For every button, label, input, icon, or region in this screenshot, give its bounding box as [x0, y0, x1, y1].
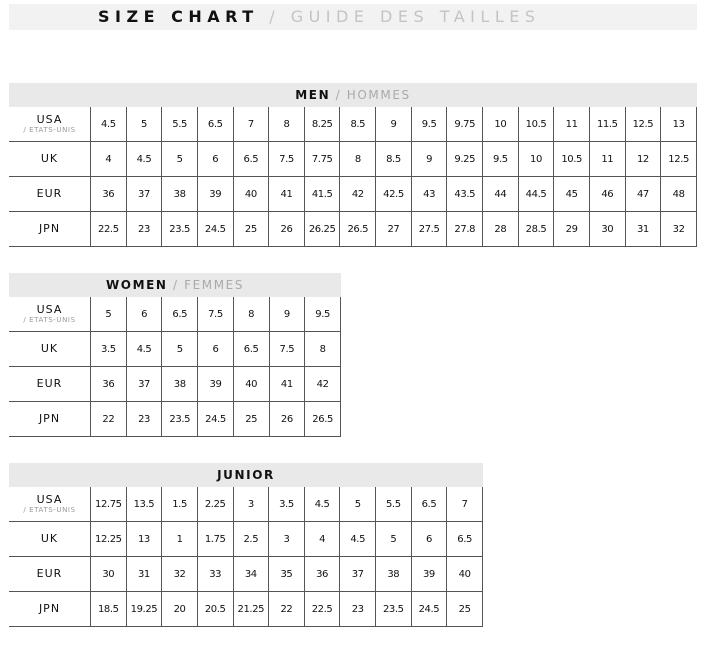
size-cell: 7.5 [269, 332, 305, 367]
table-row [9, 522, 483, 557]
row-label [9, 297, 91, 332]
size-cell: 44.5 [518, 177, 554, 212]
size-cell: 31 [625, 212, 661, 247]
size-cell: 8.5 [340, 107, 376, 142]
size-cell: 26 [269, 212, 305, 247]
size-cell: 9.5 [305, 297, 341, 332]
title-main: SIZE CHART [98, 7, 259, 26]
size-cell: 3.5 [91, 332, 127, 367]
size-cell: 12.75 [91, 487, 127, 522]
size-cell: 28 [483, 212, 519, 247]
junior-section-header [9, 463, 483, 487]
size-cell: 3 [269, 522, 305, 557]
size-cell: 35 [269, 557, 305, 592]
size-cell: 25 [447, 592, 483, 627]
title-sub: GUIDE DES TAILLES [290, 7, 541, 26]
size-cell: 47 [625, 177, 661, 212]
size-cell: 39 [198, 367, 234, 402]
size-cell: 37 [126, 367, 162, 402]
size-cell: 7.5 [269, 142, 305, 177]
size-cell: 42 [305, 367, 341, 402]
size-cell: 5.5 [376, 487, 412, 522]
row-label-text: JPN [38, 602, 61, 615]
size-cell: 12.5 [661, 142, 697, 177]
page-title [9, 4, 697, 30]
size-cell: 27.8 [447, 212, 483, 247]
men-header-sub: HOMMES [346, 88, 411, 102]
size-cell: 6 [126, 297, 162, 332]
men-size-table [9, 107, 697, 247]
size-cell: 8 [305, 332, 341, 367]
size-cell: 6.5 [233, 332, 269, 367]
row-label-text: JPN [38, 222, 61, 235]
row-label-text: UK [40, 152, 59, 165]
table-row [9, 592, 483, 627]
size-cell: 22.5 [91, 212, 127, 247]
table-row [9, 367, 341, 402]
size-cell: 24.5 [197, 212, 233, 247]
size-cell: 36 [91, 367, 127, 402]
table-row [9, 107, 697, 142]
size-cell: 36 [91, 177, 127, 212]
size-cell: 26 [269, 402, 305, 437]
size-cell: 2.5 [233, 522, 269, 557]
size-cell: 6.5 [197, 107, 233, 142]
size-cell: 24.5 [198, 402, 234, 437]
size-cell: 12 [625, 142, 661, 177]
size-cell: 8 [340, 142, 376, 177]
size-cell: 23 [340, 592, 376, 627]
men-section-header [9, 83, 697, 107]
size-cell: 4.5 [340, 522, 376, 557]
row-label-text: USA [36, 112, 63, 126]
row-label-text: EUR [36, 187, 63, 200]
size-cell: 38 [162, 367, 198, 402]
size-cell: 11 [554, 107, 590, 142]
size-cell: 27.5 [411, 212, 447, 247]
size-cell: 10.5 [518, 107, 554, 142]
size-cell: 5 [162, 332, 198, 367]
size-cell: 37 [126, 177, 162, 212]
title-separator: / [269, 7, 281, 26]
size-cell: 13 [661, 107, 697, 142]
size-cell: 36 [304, 557, 340, 592]
women-size-table [9, 297, 341, 437]
row-label [9, 592, 91, 627]
size-cell: 7.5 [198, 297, 234, 332]
size-cell: 22 [91, 402, 127, 437]
table-row [9, 177, 697, 212]
size-cell: 4 [304, 522, 340, 557]
size-cell: 4 [91, 142, 127, 177]
size-cell: 4.5 [126, 332, 162, 367]
table-row [9, 142, 697, 177]
row-sublabel-text: / ETATS-UNIS [23, 505, 76, 514]
size-cell: 1.75 [197, 522, 233, 557]
size-cell: 21.25 [233, 592, 269, 627]
row-label-text: UK [40, 342, 59, 355]
size-cell: 10 [518, 142, 554, 177]
size-cell: 23 [126, 402, 162, 437]
table-row [9, 487, 483, 522]
size-cell: 23.5 [376, 592, 412, 627]
size-cell: 6.5 [233, 142, 269, 177]
size-cell: 40 [233, 367, 269, 402]
size-cell: 6 [197, 142, 233, 177]
size-cell: 31 [126, 557, 162, 592]
size-cell: 40 [233, 177, 269, 212]
size-cell: 10 [483, 107, 519, 142]
men-section [9, 83, 697, 247]
size-cell: 23.5 [162, 212, 198, 247]
size-cell: 33 [197, 557, 233, 592]
size-cell: 9.5 [483, 142, 519, 177]
size-cell: 43 [411, 177, 447, 212]
row-label-text: EUR [36, 567, 63, 580]
size-cell: 9 [376, 107, 412, 142]
size-cell: 23.5 [162, 402, 198, 437]
size-cell: 6 [411, 522, 447, 557]
size-cell: 19.25 [126, 592, 162, 627]
size-cell: 9 [411, 142, 447, 177]
size-cell: 26.25 [304, 212, 340, 247]
junior-size-table [9, 487, 483, 627]
size-cell: 41.5 [304, 177, 340, 212]
size-cell: 20 [162, 592, 198, 627]
row-label [9, 142, 91, 177]
size-cell: 25 [233, 402, 269, 437]
size-cell: 24.5 [411, 592, 447, 627]
size-cell: 1 [162, 522, 198, 557]
size-cell: 44 [483, 177, 519, 212]
row-label [9, 402, 91, 437]
row-label [9, 107, 91, 142]
size-cell: 5 [126, 107, 162, 142]
size-cell: 48 [661, 177, 697, 212]
row-sublabel-text: / ETATS-UNIS [23, 315, 76, 324]
row-label [9, 212, 91, 247]
size-cell: 12.5 [625, 107, 661, 142]
size-cell: 10.5 [554, 142, 590, 177]
size-cell: 34 [233, 557, 269, 592]
size-cell: 28.5 [518, 212, 554, 247]
size-cell: 38 [376, 557, 412, 592]
size-cell: 5 [91, 297, 127, 332]
size-cell: 22 [269, 592, 305, 627]
row-label-text: UK [40, 532, 59, 545]
women-section-header [9, 273, 341, 297]
size-cell: 32 [661, 212, 697, 247]
size-cell: 45 [554, 177, 590, 212]
size-cell: 5 [162, 142, 198, 177]
size-cell: 9.25 [447, 142, 483, 177]
table-row [9, 332, 341, 367]
junior-section [9, 463, 483, 627]
size-cell: 1.5 [162, 487, 198, 522]
size-cell: 40 [447, 557, 483, 592]
row-label [9, 487, 91, 522]
size-cell: 32 [162, 557, 198, 592]
size-cell: 4.5 [126, 142, 162, 177]
size-cell: 25 [233, 212, 269, 247]
women-section [9, 273, 341, 437]
size-cell: 39 [197, 177, 233, 212]
row-label [9, 177, 91, 212]
size-cell: 13 [126, 522, 162, 557]
size-cell: 30 [589, 212, 625, 247]
men-header-separator: / [335, 88, 342, 102]
size-cell: 22.5 [304, 592, 340, 627]
size-cell: 9.5 [411, 107, 447, 142]
size-cell: 6.5 [447, 522, 483, 557]
size-cell: 7.75 [304, 142, 340, 177]
row-label-text: EUR [36, 377, 63, 390]
size-cell: 5 [340, 487, 376, 522]
size-cell: 4.5 [91, 107, 127, 142]
size-cell: 6 [198, 332, 234, 367]
size-cell: 9.75 [447, 107, 483, 142]
size-cell: 8.5 [376, 142, 412, 177]
men-header-main: MEN [295, 88, 331, 102]
size-cell: 26.5 [305, 402, 341, 437]
size-cell: 26.5 [340, 212, 376, 247]
size-cell: 11 [589, 142, 625, 177]
size-cell: 42 [340, 177, 376, 212]
table-row [9, 557, 483, 592]
size-cell: 38 [162, 177, 198, 212]
size-cell: 6.5 [162, 297, 198, 332]
row-label [9, 557, 91, 592]
size-cell: 46 [589, 177, 625, 212]
size-cell: 5 [376, 522, 412, 557]
size-cell: 29 [554, 212, 590, 247]
row-label [9, 522, 91, 557]
table-row [9, 297, 341, 332]
size-cell: 37 [340, 557, 376, 592]
size-cell: 20.5 [197, 592, 233, 627]
row-label [9, 367, 91, 402]
size-cell: 2.25 [197, 487, 233, 522]
size-cell: 11.5 [589, 107, 625, 142]
row-label-text: USA [36, 492, 63, 506]
women-header-sub: FEMMES [184, 278, 245, 292]
table-row [9, 212, 697, 247]
size-cell: 6.5 [411, 487, 447, 522]
size-cell: 43.5 [447, 177, 483, 212]
row-sublabel-text: / ETATS-UNIS [23, 125, 76, 134]
size-cell: 41 [269, 177, 305, 212]
size-cell: 9 [269, 297, 305, 332]
row-label [9, 332, 91, 367]
size-cell: 8 [233, 297, 269, 332]
junior-header-main: JUNIOR [217, 468, 275, 482]
size-cell: 3 [233, 487, 269, 522]
size-cell: 12.25 [91, 522, 127, 557]
size-cell: 8.25 [304, 107, 340, 142]
size-cell: 5.5 [162, 107, 198, 142]
row-label-text: JPN [38, 412, 61, 425]
size-cell: 7 [447, 487, 483, 522]
size-cell: 30 [91, 557, 127, 592]
size-cell: 41 [269, 367, 305, 402]
women-header-separator: / [172, 278, 179, 292]
size-cell: 23 [126, 212, 162, 247]
size-cell: 42.5 [376, 177, 412, 212]
size-cell: 27 [376, 212, 412, 247]
size-cell: 8 [269, 107, 305, 142]
row-label-text: USA [36, 302, 63, 316]
size-cell: 39 [411, 557, 447, 592]
size-cell: 13.5 [126, 487, 162, 522]
size-cell: 4.5 [304, 487, 340, 522]
size-cell: 18.5 [91, 592, 127, 627]
table-row [9, 402, 341, 437]
size-cell: 3.5 [269, 487, 305, 522]
size-cell: 7 [233, 107, 269, 142]
women-header-main: WOMEN [105, 278, 168, 292]
